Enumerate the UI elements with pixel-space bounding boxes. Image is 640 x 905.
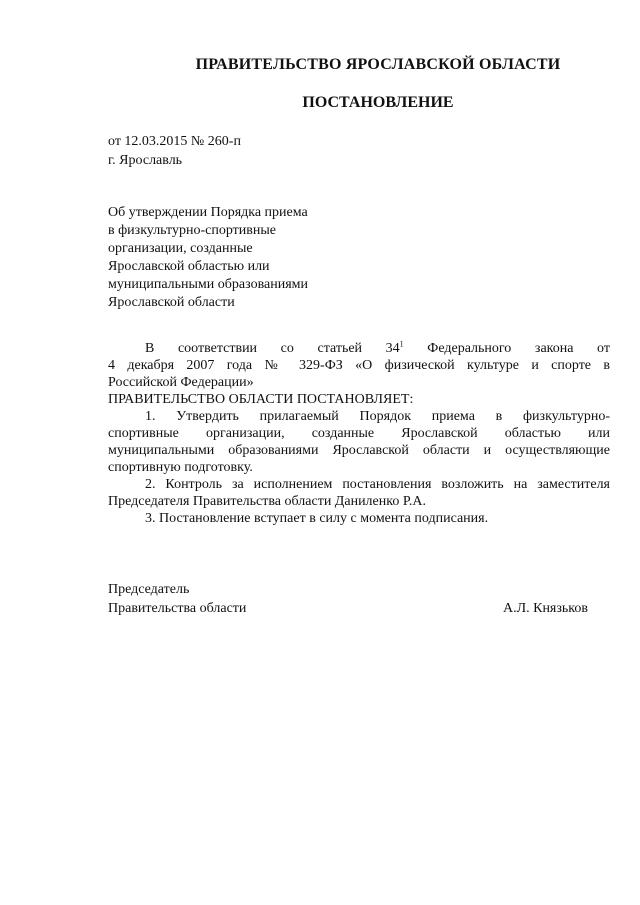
- preamble-line: Российской Федерации»: [108, 375, 254, 390]
- item-1-line: муниципальными образованиями Ярославской области и осуществляющие: [108, 443, 610, 458]
- city: г. Ярославль: [108, 153, 183, 168]
- item-1-line: 1. Утвердить прилагаемый Порядок приема в физкультурно-: [145, 409, 610, 424]
- item-2-line: Председателя Правительства области Даниленко Р.А.: [108, 494, 426, 509]
- subject-line: организации, созданные: [108, 241, 253, 256]
- subject-line: Об утверждении Порядка приема: [108, 205, 308, 220]
- government-title: ПРАВИТЕЛЬСТВО ЯРОСЛАВСКОЙ ОБЛАСТИ: [195, 56, 561, 73]
- item-1-line: спортивные организации, созданные Ярославской областью или: [108, 426, 610, 441]
- document-subject: [108, 204, 408, 312]
- document-type: ПОСТАНОВЛЕНИЕ: [302, 94, 454, 111]
- subject-line: Ярославской области: [108, 295, 235, 310]
- article-superscript: 1: [399, 339, 404, 349]
- signatory-title: Председатель: [108, 582, 190, 597]
- resolves-heading: ПРАВИТЕЛЬСТВО ОБЛАСТИ ПОСТАНОВЛЯЕТ:: [108, 392, 414, 407]
- item-2-line: 2. Контроль за исполнением постановления возложить на заместителя: [145, 477, 610, 492]
- subject-line: в физкультурно-спортивные: [108, 223, 276, 238]
- signatory-name: А.Л. Князьков: [503, 601, 588, 616]
- preamble-text-end: Федерального закона от: [403, 341, 610, 356]
- subject-line: Ярославской областью или: [108, 259, 270, 274]
- preamble-text-start: В соответствии со статьей 34: [145, 341, 400, 356]
- date-number: от 12.03.2015 № 260-п: [108, 134, 241, 149]
- subject-line: муниципальными образованиями: [108, 277, 308, 292]
- signature-block: [108, 580, 588, 618]
- document-body: [108, 340, 610, 527]
- item-1-line: спортивную подготовку.: [108, 460, 253, 475]
- preamble-line: [108, 340, 610, 357]
- document-meta: [108, 132, 241, 170]
- preamble-line: 4 декабря 2007 года № 329-ФЗ «О физической культуре и спорте в: [108, 358, 610, 373]
- item-3: 3. Постановление вступает в силу с момента подписания.: [145, 511, 489, 526]
- signatory-title-line2: Правительства области: [108, 601, 247, 616]
- signature-row: [108, 599, 588, 618]
